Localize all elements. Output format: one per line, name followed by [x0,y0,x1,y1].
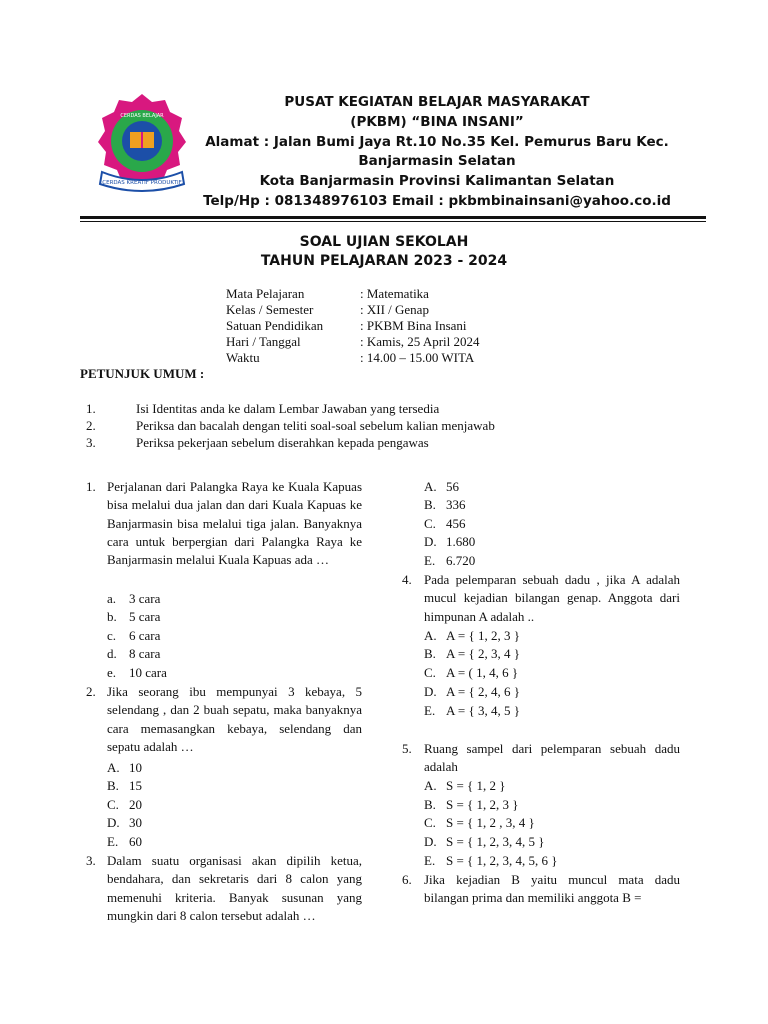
answer-option [107,627,160,645]
header-org-abbrev: (PKBM) “BINA INSANI” [350,114,524,130]
instruction-text: Isi Identitas anda ke dalam Lembar Jawaban yang tersedia [136,401,440,416]
option-text: 6 cara [129,628,161,643]
info-value: : XII / Genap [360,302,429,317]
header-address-2: Banjarmasin Selatan [358,153,516,169]
instruction-number: 2. [86,418,96,433]
option-text: 10 cara [129,665,167,680]
option-letter: a. [107,591,117,606]
option-letter: B. [424,646,436,661]
exam-title: SOAL UJIAN SEKOLAH [299,234,469,250]
option-text: 456 [446,516,466,531]
info-label: Kelas / Semester [226,302,314,317]
option-letter: D. [424,684,437,699]
option-letter: E. [424,853,436,868]
exam-year: TAHUN PELAJARAN 2023 - 2024 [260,253,508,269]
option-text: S = { 1, 2, 3, 4, 5, 6 } [446,853,558,868]
option-letter: e. [107,665,117,680]
option-text: A = { 1, 2, 3 } [446,628,520,643]
option-text: 6.720 [446,553,476,568]
option-letter: B. [424,797,436,812]
option-text: 60 [129,834,142,849]
option-letter: D. [424,834,437,849]
option-letter: C. [424,665,436,680]
option-text: 8 cara [129,646,161,661]
option-text: 30 [129,815,142,830]
question-text: Ruang sampel dari pelemparan sebuah dadu adalah [424,741,680,775]
answer-option [424,627,520,645]
option-letter: B. [424,497,436,512]
header-address-1: Alamat : Jalan Bumi Jaya Rt.10 No.35 Kel. Pemurus Baru Kec. [205,134,669,150]
question-number: 5. [402,741,412,756]
info-value: : Matematika [360,286,429,301]
option-letter: E. [424,703,436,718]
answer-option [424,533,475,551]
question-number: 2. [86,684,96,699]
answer-option [424,852,558,870]
option-letter: A. [107,760,120,775]
answer-option [424,702,520,720]
instruction-text: Periksa pekerjaan sebelum diserahkan kepada pengawas [136,435,429,450]
option-text: 1.680 [446,534,476,549]
option-text: 20 [129,797,142,812]
option-letter: E. [107,834,119,849]
answer-option [107,645,160,663]
instruction-number: 3. [86,435,96,450]
option-text: A = ( 1, 4, 6 } [446,665,519,680]
question-text: Perjalanan dari Palangka Raya ke Kuala Kapuas bisa melalui dua jalan dan dari Kuala Kapuas ke Banjarmasin bisa melalui tiga jalan. Banyaknya cara untuk berpergian dari Palangka Raya ke Banjarmasin melalui Kuala Kapuas ada … [107,479,362,568]
option-text: 336 [446,497,466,512]
header-org-name: PUSAT KEGIATAN BELAJAR MASYARAKAT [284,94,590,110]
option-letter: d. [107,646,117,661]
option-letter: C. [107,797,119,812]
option-letter: B. [107,778,119,793]
header-divider-thick [80,216,706,219]
answer-option [107,664,167,682]
option-letter: C. [424,815,436,830]
logo-ribbon-text: CERDAS KREATIF PRODUKTIF [102,180,182,186]
answer-option [107,796,142,814]
answer-option [107,833,142,851]
option-letter: D. [107,815,120,830]
option-letter: E. [424,553,436,568]
question-text: Dalam suatu organisasi akan dipilih ketua, bendahara, dan sekretaris dari 8 calon yang memenuhi kriteria. Banyak susunan yang mungkin dari 8 calon tersebut adalah … [107,853,362,923]
answer-option [424,814,535,832]
answer-option [424,796,519,814]
option-text: S = { 1, 2, 3, 4, 5 } [446,834,545,849]
answer-option [107,777,142,795]
answer-option [107,590,160,608]
header-city: Kota Banjarmasin Provinsi Kalimantan Selatan [259,173,615,189]
option-text: 3 cara [129,591,161,606]
option-letter: D. [424,534,437,549]
question-text: Jika kejadian B yaitu muncul mata dadu bilangan prima dan memiliki anggota B = [424,872,680,906]
option-text: 56 [446,479,459,494]
question-number: 1. [86,479,96,494]
option-letter: A. [424,778,437,793]
answer-option [107,814,142,832]
option-letter: A. [424,628,437,643]
question-text: Pada pelemparan sebuah dadu , jika A adalah mucul kejadian bilangan genap. Anggota dari himpunan A adalah .. [424,572,680,624]
option-letter: A. [424,479,437,494]
option-text: S = { 1, 2 } [446,778,506,793]
option-text: A = { 3, 4, 5 } [446,703,520,718]
option-letter: b. [107,609,117,624]
option-letter: c. [107,628,117,643]
option-text: 10 [129,760,142,775]
answer-option [424,683,520,701]
answer-option [424,645,520,663]
info-label: Satuan Pendidikan [226,318,324,333]
info-label: Waktu [226,350,260,365]
instruction-text: Periksa dan bacalah dengan teliti soal-soal sebelum kalian menjawab [136,418,495,433]
instruction-number: 1. [86,401,96,416]
option-text: A = { 2, 4, 6 } [446,684,520,699]
option-text: 5 cara [129,609,161,624]
header-contact: Telp/Hp : 081348976103 Email : pkbmbinainsani@yahoo.co.id [203,193,671,209]
instructions-heading: PETUNJUK UMUM : [80,366,205,381]
answer-option [424,496,466,514]
info-label: Hari / Tanggal [226,334,301,349]
info-label: Mata Pelajaran [226,286,305,301]
answer-option [424,833,545,851]
question-number: 4. [402,572,412,587]
logo-ring-text: CERDAS BELAJAR [120,113,164,119]
option-text: 15 [129,778,142,793]
question-number: 3. [86,853,96,868]
info-value: : PKBM Bina Insani [360,318,467,333]
option-text: A = { 2, 3, 4 } [446,646,520,661]
question-text: Jika seorang ibu mempunyai 3 kebaya, 5 selendang , dan 2 buah sepatu, maka banyaknya cara memasangkan kebaya, selendang dan sepatu adalah … [107,684,362,754]
info-value: : 14.00 – 15.00 WITA [360,350,475,365]
answer-option [107,608,160,626]
answer-option [424,515,466,533]
answer-option [424,664,518,682]
answer-option [424,777,506,795]
answer-option [107,759,142,777]
option-text: S = { 1, 2, 3 } [446,797,519,812]
question-number: 6. [402,872,412,887]
option-letter: C. [424,516,436,531]
answer-option [424,478,459,496]
info-value: : Kamis, 25 April 2024 [360,334,480,349]
header-divider-thin [80,221,706,222]
answer-option [424,552,475,570]
option-text: S = { 1, 2 , 3, 4 } [446,815,535,830]
